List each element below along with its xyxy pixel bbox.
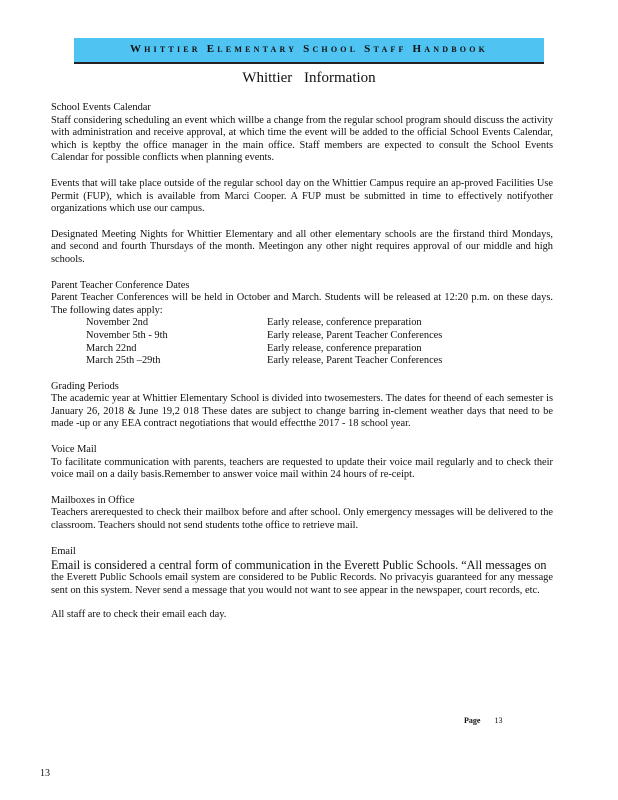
events-section (51, 102, 553, 165)
conference-date: November 5th - 9th (86, 329, 168, 341)
conferences-heading: Parent Teacher Conference Dates (51, 279, 190, 291)
voicemail-section (51, 444, 553, 482)
conferences-paragraph: Parent Teacher Conferences will be held in October and March. Students will be released at 12:20 p.m. on these days. The following dates apply: (51, 292, 553, 316)
conference-event: Early release, Parent Teacher Conferences (267, 355, 443, 367)
conferences-section (51, 280, 553, 368)
meeting-nights-section (51, 229, 553, 267)
conference-date: March 25th –29th (86, 355, 161, 367)
conference-date-row (86, 317, 553, 330)
page-label-text: Page (464, 716, 481, 725)
handbook-header-bar (74, 38, 544, 64)
conference-date: November 2nd (86, 317, 149, 329)
voicemail-heading: Voice Mail (51, 444, 97, 456)
conference-date-row (86, 355, 553, 368)
email-section (51, 546, 553, 622)
page-label-number: 13 (494, 716, 503, 725)
mailboxes-paragraph: Teachers arerequested to check their mailbox before and after school. Only emergency messages will be delivered to the classroom. Teachers should not send students tothe office to retrieve mail. (51, 507, 553, 532)
handbook-title: Whittier Elementary School Staff Handbook (129, 43, 489, 55)
conference-date: March 22nd (86, 342, 137, 354)
email-lead-sentence: Email is considered a central form of communication in the Everett Public Schools. “All messages on (51, 558, 547, 573)
document-body (51, 102, 553, 635)
mailboxes-heading: Mailboxes in Office (51, 494, 135, 506)
conference-dates-list (86, 317, 553, 367)
page-label (464, 716, 502, 725)
conference-date-row (86, 330, 553, 343)
footer-page-number: 13 (40, 768, 50, 779)
conference-event: Early release, conference preparation (267, 317, 422, 329)
page-title: Whittier Information (242, 70, 376, 86)
meeting-nights-paragraph: Designated Meeting Nights for Whittier Elementary and all other elementary schools are the firstand third Mondays, and second and fourth Thursdays of the month. Meetingon any other night requires approval of our middle and high schools. (51, 228, 553, 265)
facilities-section (51, 178, 553, 216)
events-heading: School Events Calendar (51, 102, 151, 113)
grading-heading: Grading Periods (51, 380, 119, 392)
conference-event: Early release, conference preparation (267, 342, 422, 354)
grading-paragraph: The academic year at Whittier Elementary School is divided into twosemesters. The dates for theend of each semester is January 26, 2018 & June 19,2 018 These dates are subject to change barring in-clement weather days that need to be made -up or any EEA contract negotiations that would effectthe 2017 - 18 school year. (51, 393, 553, 430)
facilities-paragraph: Events that will take place outside of the regular school day on the Whittier Campus require an ap-proved Facilities Use Permit (FUP), which is available from Marci Cooper. A FUP must be submitted in time to effectively notifyother organizations which use our campus. (51, 177, 553, 215)
conference-date-row (86, 343, 553, 356)
email-paragraph: the Everett Public Schools email system are considered to be Public Records. No privacyis guaranteed for any message sent on this system. Never send a message that you would not want to see appear in the newspaper, court records, etc. (51, 572, 553, 596)
grading-section (51, 381, 553, 431)
events-paragraph: Staff considering scheduling an event which willbe a change from the regular school program should discuss the activity with administration and receive approval, at which time the event will be added to the official School Events Calendar, which is keptby the office manager in the main office. Staff members are expected to consult the School Events Calendar for possible conflicts when planning events. (51, 114, 553, 164)
conference-event: Early release, Parent Teacher Conferences (267, 329, 443, 341)
voicemail-paragraph: To facilitate communication with parents, teachers are requested to update their voice mail regularly and to check their voice mail on a daily basis.Remember to answer voice mail within 24 hours of re-ceipt. (51, 456, 553, 481)
email-closing: All staff are to check their email each day. (51, 609, 227, 621)
mailboxes-section (51, 495, 553, 533)
email-heading: Email (51, 545, 76, 557)
